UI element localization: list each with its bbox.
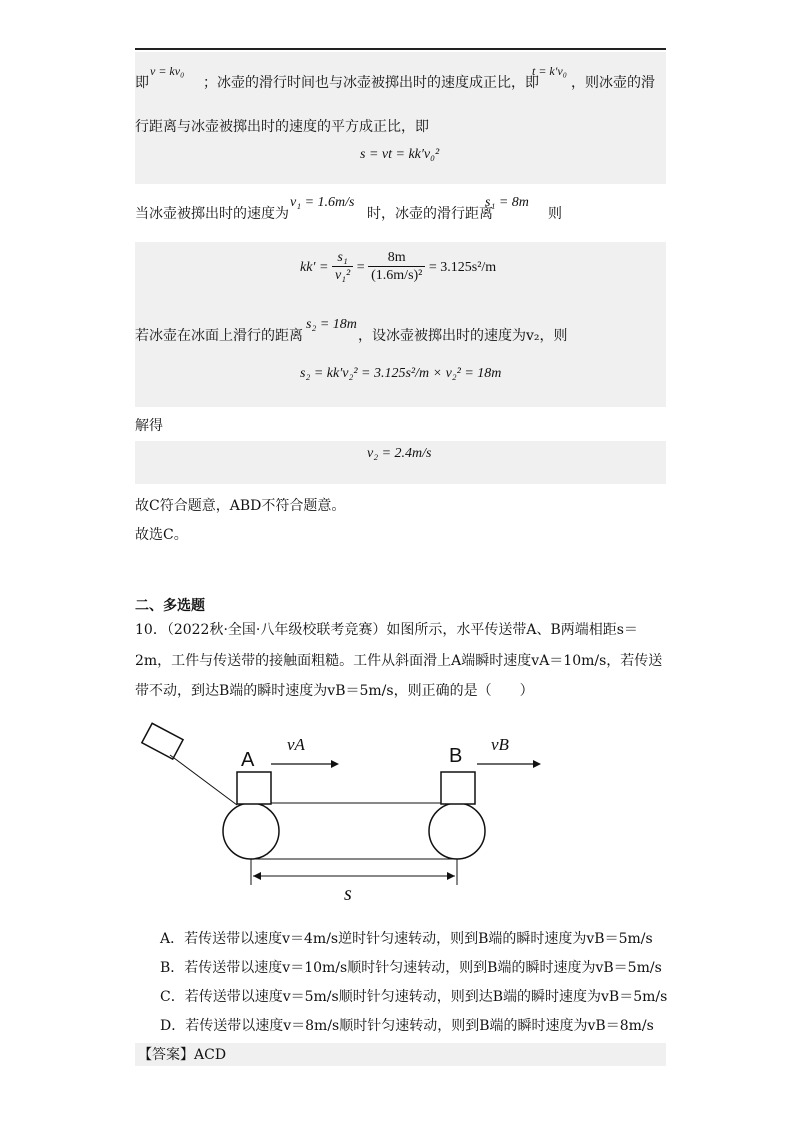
- equation-t-kv0: t = k′v₀: [532, 64, 567, 78]
- question-line-3: 带不动，到达B端的瞬时速度为vB＝5m/s，则正确的是（ ）: [135, 683, 534, 699]
- equation-v-kv0: v = kv₀: [150, 64, 185, 78]
- label-va: vA: [287, 735, 305, 754]
- option-b: B．若传送带以速度v＝10m/s顺时针匀速转动，则到B端的瞬时速度为vB＝5m/s: [160, 960, 662, 976]
- block-a: [237, 772, 271, 804]
- equation-v2-result: v₂ = 2.4m/s: [367, 446, 432, 461]
- label-vb: vB: [491, 735, 509, 754]
- line3-suffix-text: 则: [548, 206, 562, 222]
- equation-s-vt: s = vt = kk′v₀²: [360, 147, 440, 162]
- line3-middle-text: 时，冰壶的滑行距离: [367, 206, 493, 222]
- frac2-denominator: (1.6m/s)²: [371, 268, 423, 284]
- solution-line-2: 行距离与冰壶被掷出时的速度的平方成正比，即: [135, 119, 429, 135]
- line1-prefix: 即: [135, 75, 149, 91]
- frac1-denominator: v₁²: [334, 268, 351, 284]
- arrow-va-head: [331, 760, 339, 768]
- conclusion-line-2: 故选C。: [135, 527, 188, 543]
- incline-surface: [170, 755, 237, 805]
- equation-v1: v₁ = 1.6m/s: [290, 195, 355, 210]
- option-d: D．若传送带以速度v＝8m/s顺时针匀速转动，则到B端的瞬时速度为vB＝8m/s: [160, 1018, 654, 1034]
- line1-middle-text: ；冰壶的滑行时间也与冰壶被掷出时的速度成正比，即: [203, 75, 539, 91]
- frac2-numerator: 8m: [368, 250, 425, 267]
- incline-block: [142, 723, 183, 759]
- line1-suffix-text: ，则冰壶的滑: [571, 75, 655, 91]
- line4-suffix-text: ，设冰壶被掷出时的速度为v₂，则: [358, 328, 568, 344]
- answer-text: 【答案】ACD: [138, 1047, 227, 1063]
- label-b: B: [449, 745, 463, 767]
- solve-label: 解得: [135, 418, 163, 434]
- label-a: A: [241, 749, 255, 771]
- dim-arrow-left: [253, 872, 261, 880]
- equation-kk-prime: kk′ = $\frac{\text{s₁}}{\text{v₁²}}$ = $\frac{8m}{\text{(1.6m/s)²}}$ = 3.125s²/m: [300, 250, 497, 284]
- pulley-left: [223, 803, 279, 859]
- question-line-1: 10．（2022秋·全国·八年级校联考竞赛）如图所示，水平传送带A、B两端相距s＝: [135, 622, 638, 638]
- pulley-right: [429, 803, 485, 859]
- conclusion-line-1: 故C符合题意，ABD不符合题意。: [135, 498, 346, 514]
- solution-line-1: [135, 74, 149, 92]
- line3-prefix-text: 当冰壶被掷出时的速度为: [135, 206, 289, 222]
- equation-s1: s₁ = 8m: [485, 195, 529, 210]
- option-a: A．若传送带以速度v＝4m/s逆时针匀速转动，则到B端的瞬时速度为vB＝5m/s: [160, 931, 653, 947]
- header-rule: [135, 48, 666, 50]
- option-c: C．若传送带以速度v＝5m/s顺时针匀速转动，则到达B端的瞬时速度为vB＝5m/s: [160, 989, 668, 1005]
- fraction-s1-over-v1sq: [332, 250, 353, 285]
- arrow-vb-head: [533, 760, 541, 768]
- label-s: s: [344, 883, 352, 905]
- line4-prefix-text: 若冰壶在冰面上滑行的距离: [135, 328, 303, 344]
- conveyor-belt-diagram: [135, 720, 555, 910]
- section-heading: 二、多选题: [135, 598, 205, 614]
- equation-s2: s₂ = 18m: [306, 317, 357, 332]
- fraction-8m-over-speed: [368, 250, 425, 285]
- kk-rhs: = 3.125s²/m: [428, 260, 497, 275]
- frac1-numerator: s₁: [332, 250, 353, 267]
- kk-lhs: kk′ =: [300, 260, 329, 275]
- block-b: [441, 772, 475, 804]
- question-line-2: 2m，工件与传送带的接触面粗糙。工件从斜面滑上A端瞬时速度vA＝10m/s，若传送: [135, 653, 663, 669]
- dim-arrow-right: [447, 872, 455, 880]
- equation-s2-expansion: s₂ = kk′v₂² = 3.125s²/m × v₂² = 18m: [300, 366, 502, 381]
